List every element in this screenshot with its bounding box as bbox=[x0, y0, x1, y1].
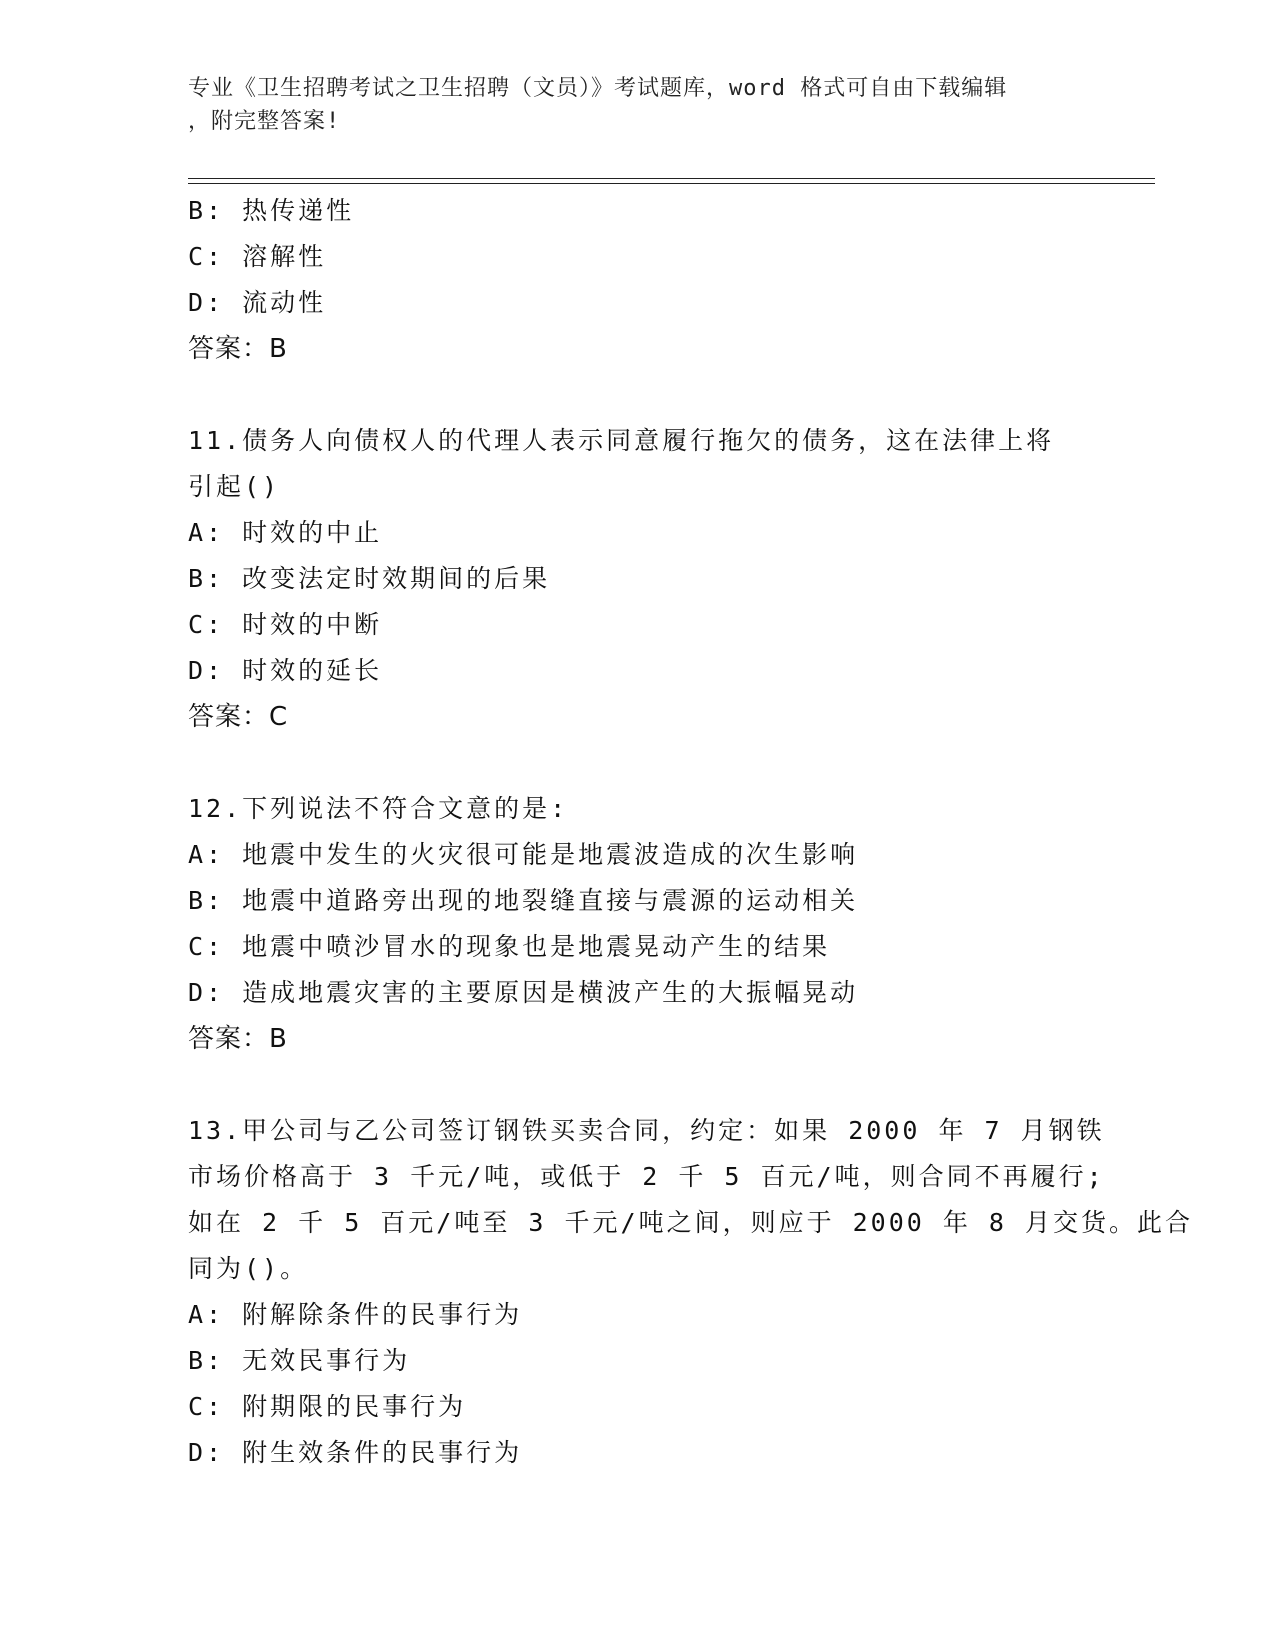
header-line-1: 专业《卫生招聘考试之卫生招聘（文员）》考试题库，word 格式可自由下载编辑 bbox=[188, 76, 1008, 101]
option-a: A: 时效的中止 bbox=[188, 518, 383, 547]
spacer bbox=[188, 1062, 1088, 1108]
spacer bbox=[188, 740, 1088, 786]
answer-line: 答案：C bbox=[188, 702, 289, 732]
option-b: B: 改变法定时效期间的后果 bbox=[188, 564, 551, 593]
option-b: B: 地震中道路旁出现的地裂缝直接与震源的运动相关 bbox=[188, 886, 859, 915]
question-content bbox=[188, 188, 1194, 1476]
answer-line: 答案：B bbox=[188, 334, 288, 364]
option-b: B: 热传递性 bbox=[188, 196, 355, 225]
option-d: D: 流动性 bbox=[188, 288, 327, 317]
question-12 bbox=[188, 786, 1088, 1062]
option-c: C: 时效的中断 bbox=[188, 610, 383, 639]
question-13 bbox=[188, 1108, 1194, 1476]
question-11 bbox=[188, 418, 1088, 740]
option-d: D: 附生效条件的民事行为 bbox=[188, 1438, 523, 1467]
question-text-line: 13.甲公司与乙公司签订钢铁买卖合同，约定：如果 2000 年 7 月钢铁 bbox=[188, 1116, 1105, 1145]
question-text-line: 引起() bbox=[188, 472, 281, 501]
document-header bbox=[188, 72, 1088, 138]
question-10 bbox=[188, 188, 1088, 372]
question-text-line: 同为()。 bbox=[188, 1254, 309, 1283]
option-c: C: 附期限的民事行为 bbox=[188, 1392, 467, 1421]
option-a: A: 附解除条件的民事行为 bbox=[188, 1300, 523, 1329]
spacer bbox=[188, 372, 1088, 418]
option-b: B: 无效民事行为 bbox=[188, 1346, 411, 1375]
option-a: A: 地震中发生的火灾很可能是地震波造成的次生影响 bbox=[188, 840, 859, 869]
header-line-2: ，附完整答案! bbox=[188, 109, 341, 134]
option-d: D: 时效的延长 bbox=[188, 656, 383, 685]
question-text-line: 11.债务人向债权人的代理人表示同意履行拖欠的债务，这在法律上将 bbox=[188, 426, 1055, 455]
question-text-line: 12.下列说法不符合文意的是: bbox=[188, 794, 569, 823]
option-c: C: 溶解性 bbox=[188, 242, 327, 271]
question-text-line: 市场价格高于 3 千元/吨，或低于 2 千 5 百元/吨，则合同不再履行; bbox=[188, 1162, 1105, 1191]
option-c: C: 地震中喷沙冒水的现象也是地震晃动产生的结果 bbox=[188, 932, 831, 961]
header-divider-bottom bbox=[188, 183, 1155, 184]
option-d: D: 造成地震灾害的主要原因是横波产生的大振幅晃动 bbox=[188, 978, 859, 1007]
question-text-line: 如在 2 千 5 百元/吨至 3 千元/吨之间，则应于 2000 年 8 月交货。此合 bbox=[188, 1208, 1194, 1237]
answer-line: 答案：B bbox=[188, 1024, 288, 1054]
header-divider-top bbox=[188, 178, 1155, 179]
